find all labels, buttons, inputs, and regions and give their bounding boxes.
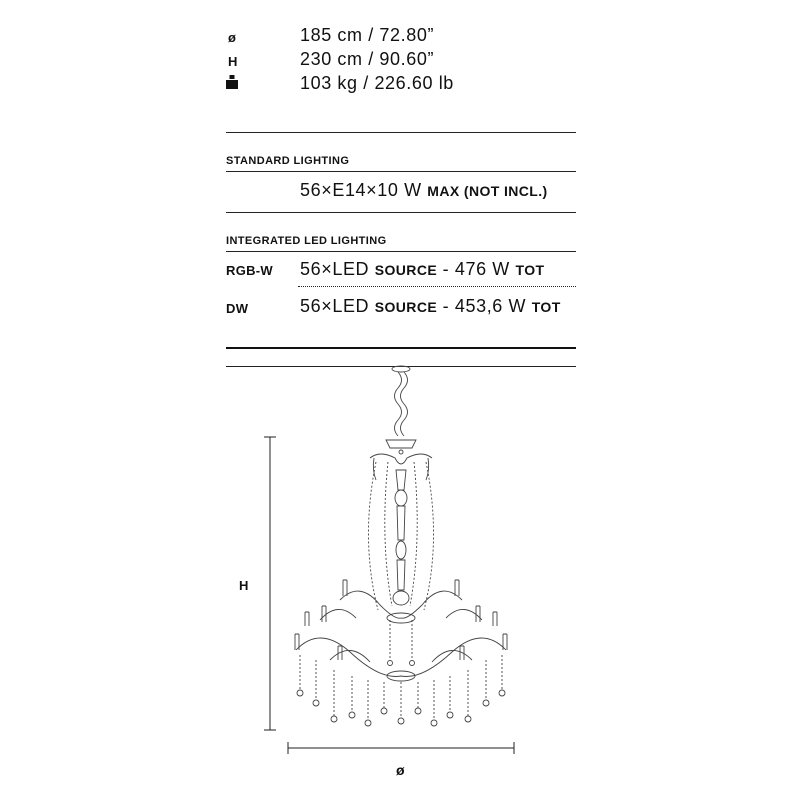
diameter-dimension-line (288, 742, 514, 754)
diameter-icon: ø (228, 30, 237, 45)
led-dw-tot: TOT (531, 299, 561, 315)
standard-lighting-main: 56×E14×10 W (300, 180, 422, 200)
crystal-pendants (297, 661, 505, 727)
height-icon: H (228, 54, 238, 69)
diameter-value: 185 cm / 72.80” (300, 25, 435, 45)
standard-lighting-title: STANDARD LIGHTING (226, 155, 350, 167)
height-value: 230 cm / 90.60” (300, 49, 435, 69)
led-row-label-rgbw: RGB-W (226, 263, 273, 278)
led-rgbw-tot: TOT (515, 262, 545, 278)
led-rgbw-main1: 56×LED (300, 259, 370, 279)
led-rgbw-source: SOURCE (374, 262, 438, 278)
standard-lighting-suffix: MAX (NOT INCL.) (427, 183, 548, 199)
led-lighting-title: INTEGRATED LED LIGHTING (226, 235, 387, 247)
height-dimension-line (264, 437, 276, 730)
height-dimension-label: H (239, 578, 249, 593)
led-dw-main2: - 453,6 W (442, 296, 527, 316)
diameter-dimension-label: ø (396, 762, 405, 778)
led-row-label-dw: DW (226, 301, 249, 316)
crystal-drops (300, 620, 502, 720)
led-dw-source: SOURCE (374, 299, 438, 315)
led-dw-main1: 56×LED (300, 296, 370, 316)
candles (295, 580, 507, 660)
chandelier-outline (295, 366, 507, 726)
led-rgbw-main2: - 476 W (442, 259, 510, 279)
weight-value: 103 kg / 226.60 lb (300, 73, 454, 93)
